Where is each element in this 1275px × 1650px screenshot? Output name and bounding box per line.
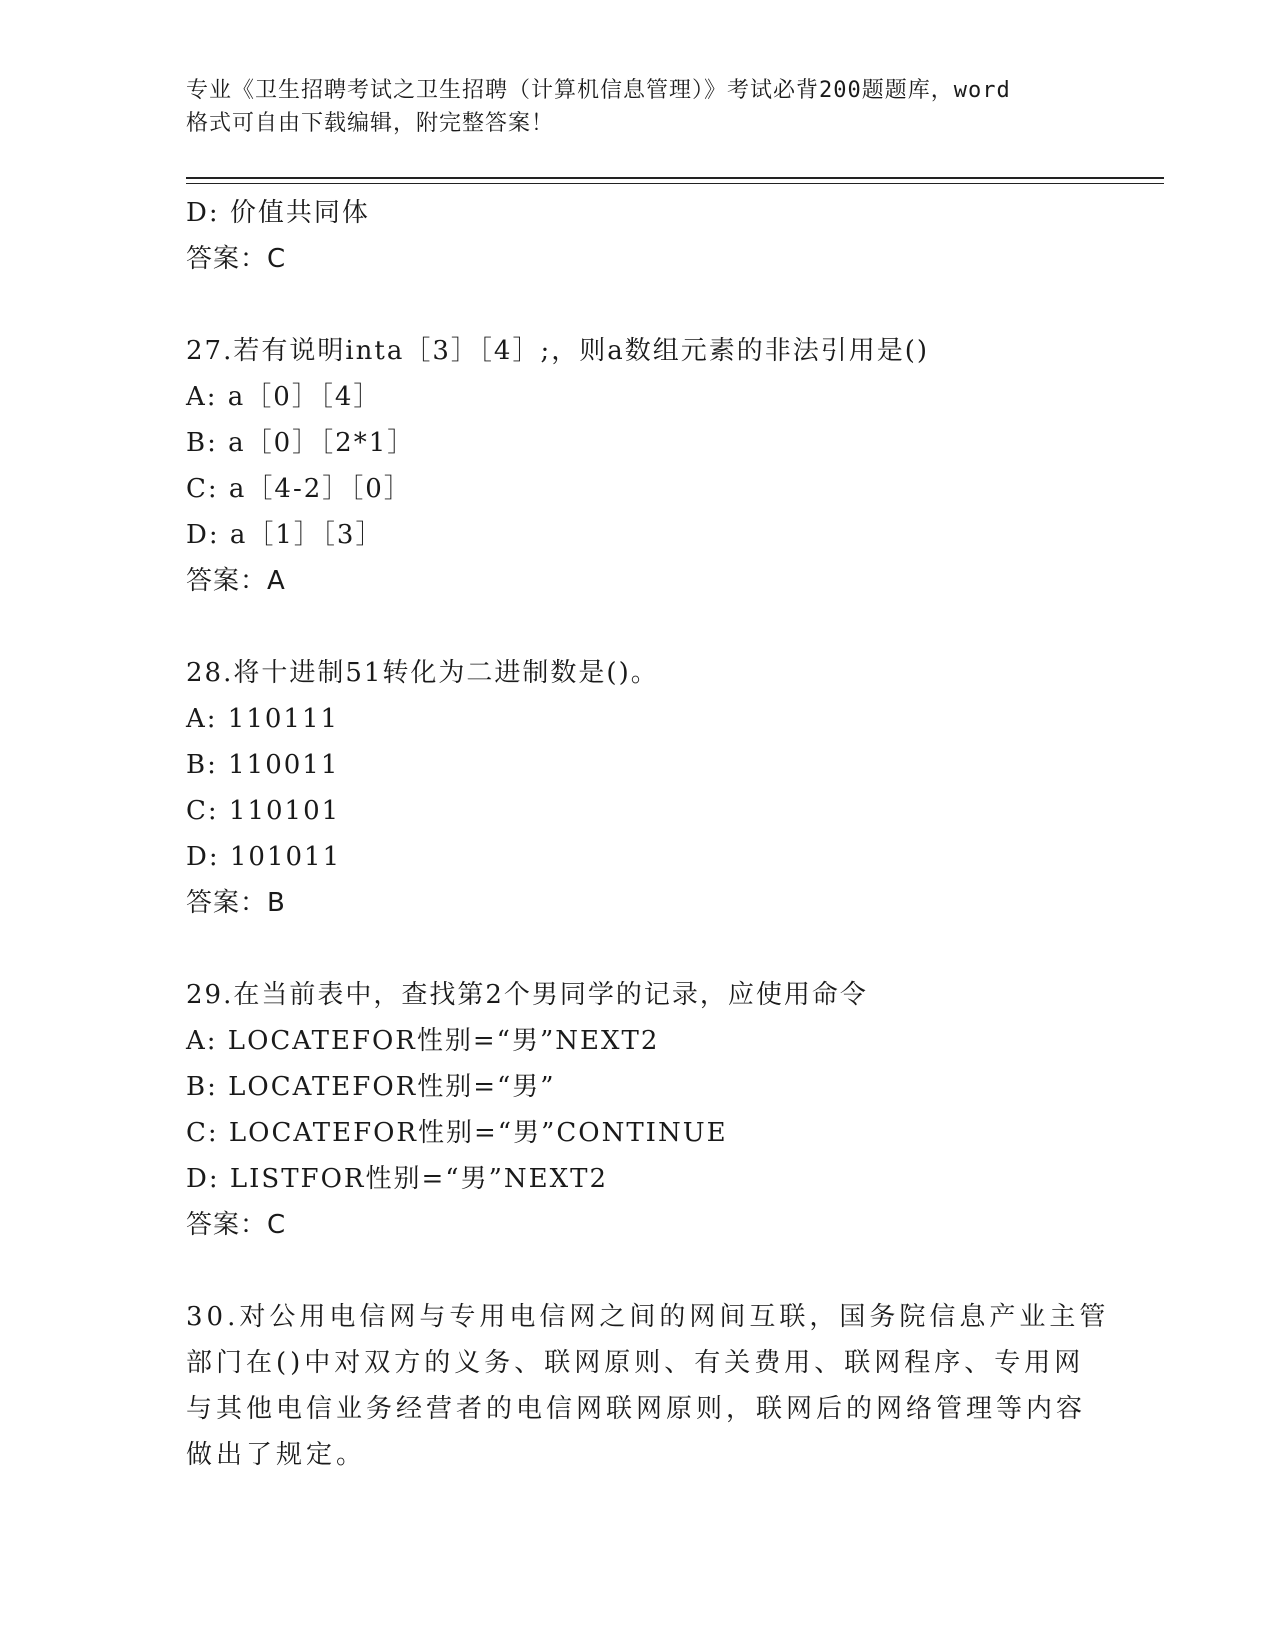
spacer — [186, 926, 1086, 972]
header-title-line-1: 专业《卫生招聘考试之卫生招聘（计算机信息管理）》考试必背200题题库，word — [186, 78, 1011, 103]
question-text-line: 30.对公用电信网与专用电信网之间的网间互联，国务院信息产业主管 — [186, 1302, 1110, 1332]
option-c: C: 110101 — [186, 796, 341, 826]
header-divider-thick — [186, 177, 1164, 179]
option-c: C: LOCATEFOR性别=“男”CONTINUE — [186, 1118, 728, 1148]
header-title-line-2: 格式可自由下载编辑，附完整答案！ — [186, 111, 555, 136]
option-b: B: 110011 — [186, 750, 340, 780]
question-27 — [186, 328, 1086, 604]
answer-label: 答案：C — [186, 1210, 287, 1240]
spacer — [186, 1248, 1086, 1294]
question-30 — [186, 1294, 1110, 1478]
option-b: B: a［0］［2*1］ — [186, 428, 416, 458]
question-list — [186, 190, 1110, 1478]
question-29 — [186, 972, 1086, 1248]
answer-label: 答案：B — [186, 888, 286, 918]
spacer — [186, 282, 1086, 328]
option-d: D: LISTFOR性别=“男”NEXT2 — [186, 1164, 608, 1194]
question-text: 29.在当前表中，查找第2个男同学的记录，应使用命令 — [186, 980, 868, 1010]
question-text: 28.将十进制51转化为二进制数是()。 — [186, 658, 659, 688]
question-text-line: 部门在()中对双方的义务、联网原则、有关费用、联网程序、专用网 — [186, 1348, 1085, 1378]
option-a: A: 110111 — [186, 704, 340, 734]
option-d: D: 价值共同体 — [186, 198, 370, 228]
option-c: C: a［4-2］［0］ — [186, 474, 412, 504]
answer-label: 答案：C — [186, 244, 287, 274]
header-divider-thin — [186, 183, 1164, 184]
question-text-line: 做出了规定。 — [186, 1440, 367, 1470]
option-a: A: LOCATEFOR性别=“男”NEXT2 — [186, 1026, 660, 1056]
option-a: A: a［0］［4］ — [186, 382, 382, 412]
question-text: 27.若有说明inta［3］［4］;，则a数组元素的非法引用是() — [186, 336, 929, 366]
option-d: D: a［1］［3］ — [186, 520, 384, 550]
option-b: B: LOCATEFOR性别=“男” — [186, 1072, 556, 1102]
question-text-line: 与其他电信业务经营者的电信网联网原则，联网后的网络管理等内容 — [186, 1394, 1087, 1424]
answer-label: 答案：A — [186, 566, 286, 596]
question-28 — [186, 650, 1086, 926]
document-header — [186, 74, 1086, 140]
spacer — [186, 604, 1086, 650]
option-d: D: 101011 — [186, 842, 342, 872]
